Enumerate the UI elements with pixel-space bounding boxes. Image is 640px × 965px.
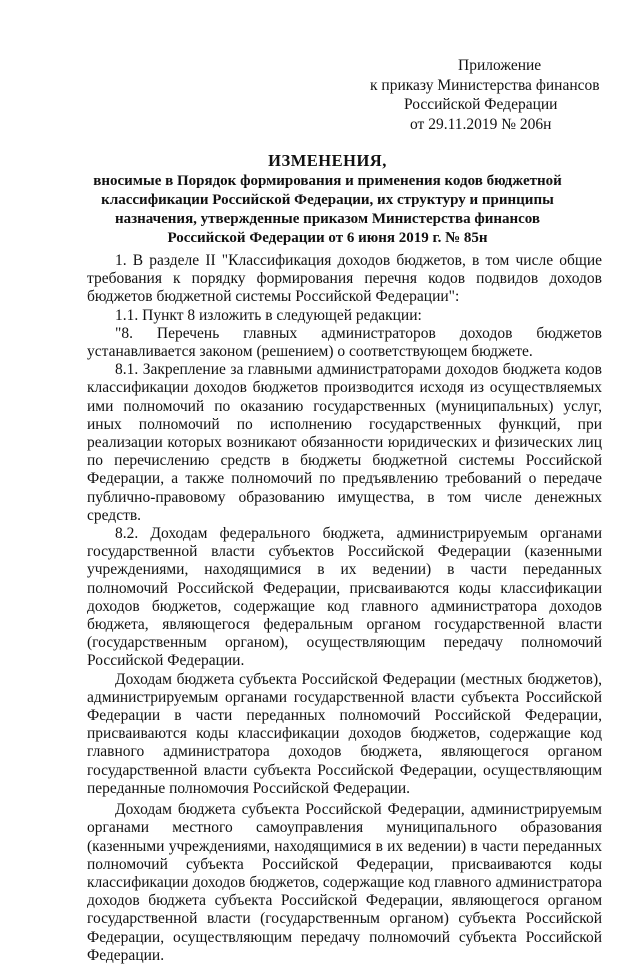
appendix-line-4: от 29.11.2019 № 206н [410, 115, 552, 133]
title-heading: ИЗМЕНЕНИЯ, [268, 151, 387, 170]
title-subtitle: вносимые в Порядок формирования и применения кодов бюджетной классификации Российской Федерации, их структуру и принципы назначения, утвержденные приказом Министерства финансов Российской Федерации от 6 июня 2019 г. № 85н [93, 173, 562, 246]
paragraph-1: 1. В разделе II "Классификация доходов бюджетов, в том числе общие требования к порядку формирования перечня кодов подвидов доходов бюджетов бюджетной системы Российской Федерации": [87, 252, 602, 306]
appendix-line-2: к приказу Министерства финансов [370, 76, 600, 94]
appendix-header [370, 56, 600, 134]
paragraph-3: "8. Перечень главных администраторов доходов бюджетов устанавливается законом (решением) о соответствующем бюджете. [87, 324, 602, 361]
appendix-line-1: Приложение [458, 57, 542, 74]
paragraph-2: 1.1. Пункт 8 изложить в следующей редакции: [115, 306, 422, 324]
paragraph-6: Доходам бюджета субъекта Российской Федерации (местных бюджетов), администрируемым органами государственной власти субъекта Российской Федерации в части переданных полномочий Российской Федерации, присваиваются коды классификации доходов бюджетов, содержащие код главного администратора доходов бюджета, являющегося органом государственной власти субъекта Российской Федерации, осуществляющим переданные полномочия Российской Федерации. [87, 670, 602, 797]
document-body [87, 252, 602, 965]
document-title [80, 150, 575, 248]
appendix-line-3: Российской Федерации [404, 96, 558, 113]
paragraph-5: 8.2. Доходам федерального бюджета, администрируемым органами государственной власти субъектов Российской Федерации (казенными учреждениями, находящимися в их ведении) в части переданных полномочий Российской Федерации, присваиваются коды классификации доходов бюджетов, содержащие код главного администратора доходов бюджета, являющегося федеральным органом государственной власти (государственным органом), осуществляющим передачу полномочий Российской Федерации. [87, 525, 602, 670]
paragraph-7: Доходам бюджета субъекта Российской Федерации, администрируемым органами местного самоуправления муниципального образования (казенными учреждениями, находящимися в их ведении) в части переданных полномочий субъекта Российской Федерации, присваиваются коды классификации доходов бюджетов, содержащие код главного администратора доходов бюджета субъекта Российской Федерации, являющегося органом государственной власти (государственным органом) субъекта Российской Федерации, осуществляющим передачу полномочий субъекта Российской Федерации. [87, 801, 602, 964]
paragraph-4: 8.1. Закрепление за главными администраторами доходов бюджета кодов классификации доходов бюджетов производится исходя из осуществляемых ими полномочий по оказанию государственных (муниципальных) услуг, иных полномочий по исполнению государственных функций, при реализации которых возникают обязанности юридических и физических лиц по перечислению средств в бюджеты бюджетной системы Российской Федерации, а также полномочий по предъявлению требований о передаче публично-правовому образованию имущества, в том числе денежных средств. [87, 361, 602, 524]
